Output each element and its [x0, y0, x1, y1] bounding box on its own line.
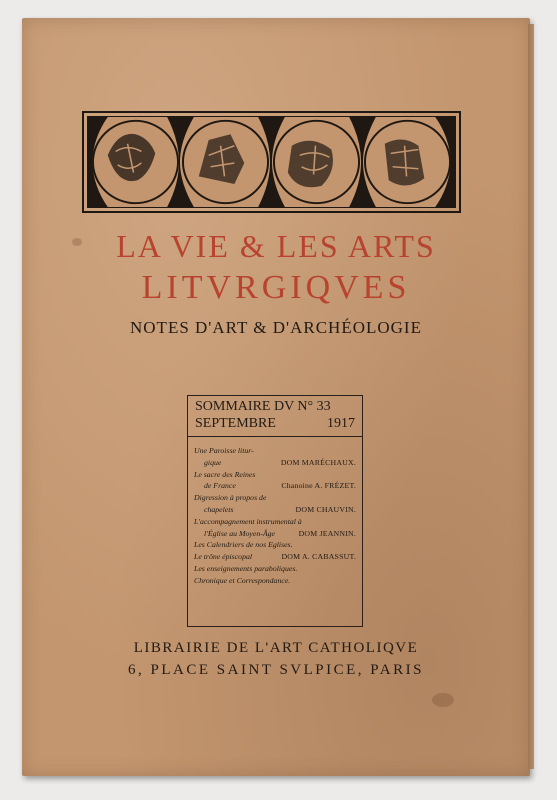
cover-title-line1: LA VIE & LES ARTS: [116, 228, 436, 264]
contents-box: [187, 395, 363, 627]
contents-divider: [188, 436, 362, 437]
list-item: Le trône épiscopal DOM A. CABASSUT.: [194, 552, 356, 562]
frieze-panel: [87, 116, 456, 208]
magazine-cover: [22, 18, 530, 776]
list-item: Chronique et Correspondance.: [194, 575, 291, 585]
list-item: Les enseignements paraboliques.: [194, 563, 298, 573]
list-item: chapelets DOM CHAUVIN.: [204, 504, 356, 514]
paper-stain: [432, 693, 454, 707]
list-item: l'Église au Moyen-Âge DOM JEANNIN.: [204, 528, 356, 538]
list-item: de France Chanoine A. FRÉZET.: [204, 481, 356, 491]
issue-month: SEPTEMBRE: [195, 416, 276, 431]
issue-date: [195, 416, 355, 432]
list-item: Une Paroisse litur-: [194, 446, 254, 455]
contents-list: [194, 445, 356, 587]
list-item: Digression à propos de: [194, 493, 267, 503]
list-item: L'accompagnement instrumental à: [194, 516, 302, 526]
page-edge: [528, 24, 534, 769]
issue-year: 1917: [327, 416, 355, 431]
publisher-name: LIBRAIRIE DE L'ART CATHOLIQVE: [133, 640, 419, 656]
paper-stain: [72, 238, 82, 246]
issue-heading: [195, 399, 355, 415]
list-item: Les Calendriers de nos Eglises.: [194, 540, 293, 550]
list-item: Le sacre des Reines: [194, 469, 256, 479]
publisher-address: 6, PLACE SAINT SVLPICE, PARIS: [128, 662, 424, 678]
issue-label: SOMMAIRE DV N° 33: [195, 399, 331, 414]
cover-title-line2: LITVRGIQVES: [141, 269, 411, 306]
medallion-frieze-icon: [88, 117, 455, 207]
cover-subtitle: NOTES D'ART & D'ARCHÉOLOGIE: [130, 318, 422, 337]
list-item: gique DOM MARÉCHAUX.: [204, 457, 356, 467]
medallion-frieze: [82, 111, 461, 213]
